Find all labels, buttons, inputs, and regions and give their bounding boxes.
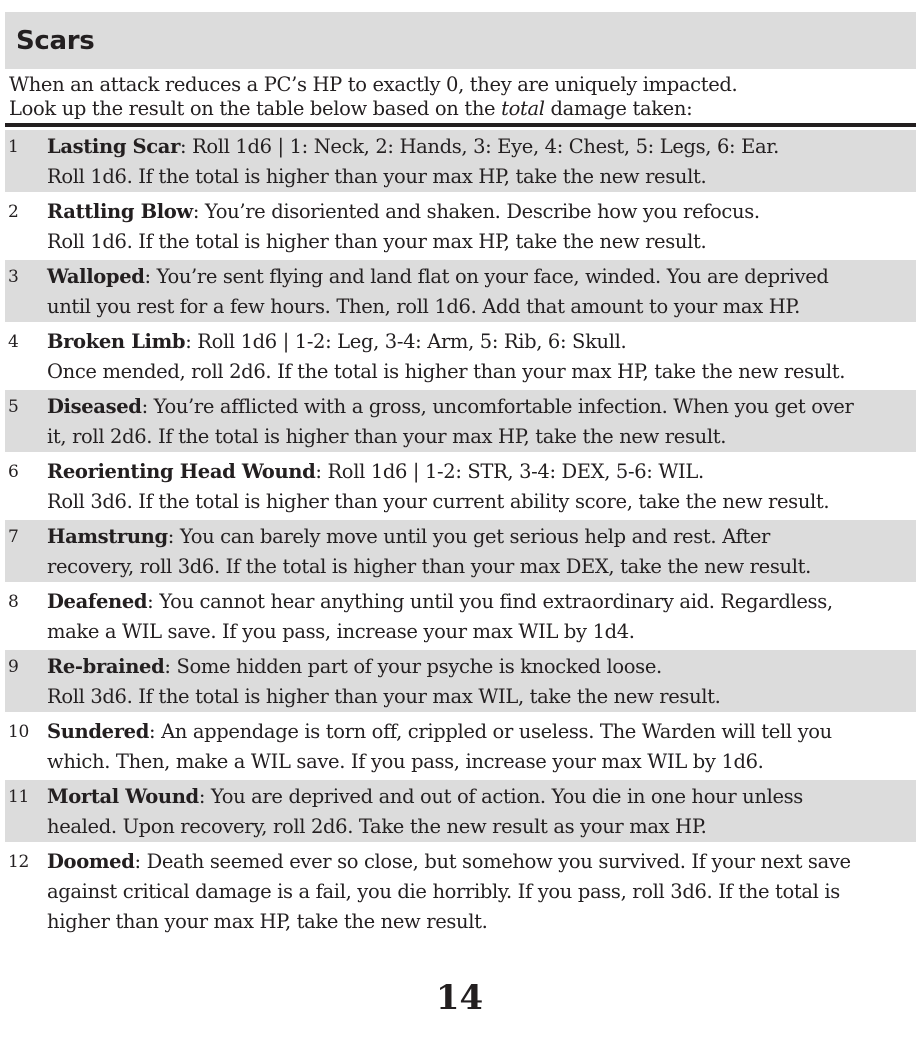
scar-name: Hamstrung	[47, 525, 168, 548]
table-row	[5, 260, 916, 325]
table-row	[5, 585, 916, 650]
row-number: 5	[8, 397, 19, 417]
row-number: 2	[8, 202, 19, 222]
row-line-text: : You’re disoriented and shaken. Describe how you refocus.	[192, 200, 760, 223]
row-line	[47, 422, 916, 452]
row-line-text: recovery, roll 3d6. If the total is higher than your max DEX, take the new result.	[47, 555, 811, 578]
row-line-text: higher than your max HP, take the new result.	[47, 910, 488, 933]
row-number: 3	[8, 267, 19, 287]
row-line-text: : Roll 1d6 | 1-2: Leg, 3-4: Arm, 5: Rib, 6: Skull.	[185, 330, 627, 353]
scars-table	[5, 130, 916, 940]
row-line	[47, 782, 916, 812]
row-number: 1	[8, 137, 19, 157]
row-line	[47, 652, 916, 682]
row-line	[47, 392, 916, 422]
row-line	[47, 717, 916, 747]
row-line	[47, 132, 916, 162]
row-line-text: : Some hidden part of your psyche is knocked loose.	[164, 655, 662, 678]
scar-name: Mortal Wound	[47, 785, 199, 808]
row-line-text: Once mended, roll 2d6. If the total is higher than your max HP, take the new result.	[47, 360, 846, 383]
row-line	[47, 487, 916, 517]
row-text	[47, 457, 916, 517]
row-line-text: : Death seemed ever so close, but somehow you survived. If your next save	[134, 850, 851, 873]
row-line	[47, 457, 916, 487]
row-line-text: make a WIL save. If you pass, increase your max WIL by 1d4.	[47, 620, 635, 643]
row-line	[47, 227, 916, 257]
row-line	[47, 552, 916, 582]
table-row	[5, 520, 916, 585]
row-text	[47, 392, 916, 452]
row-line-text: it, roll 2d6. If the total is higher than your max HP, take the new result.	[47, 425, 727, 448]
table-row	[5, 780, 916, 845]
page-title: Scars	[16, 25, 95, 56]
row-line	[47, 617, 916, 647]
row-number: 11	[8, 787, 29, 807]
scar-name: Diseased	[47, 395, 142, 418]
scar-name: Broken Limb	[47, 330, 186, 353]
row-line	[47, 197, 916, 227]
row-text	[47, 197, 916, 257]
row-number: 7	[8, 527, 19, 547]
table-row	[5, 845, 916, 940]
intro-line-2	[9, 97, 916, 121]
row-line	[47, 262, 916, 292]
row-line	[47, 747, 916, 777]
row-line	[47, 327, 916, 357]
row-line	[47, 587, 916, 617]
row-text	[47, 262, 916, 322]
row-line	[47, 357, 916, 387]
row-line	[47, 812, 916, 842]
row-number: 12	[8, 852, 29, 872]
intro-text	[5, 69, 916, 123]
table-row	[5, 455, 916, 520]
row-text	[47, 587, 916, 647]
row-line	[47, 292, 916, 322]
row-text	[47, 522, 916, 582]
table-row	[5, 390, 916, 455]
table-row	[5, 130, 916, 195]
title-bar	[5, 12, 916, 69]
intro-line-2-emphasis: total	[501, 97, 545, 120]
page	[5, 12, 916, 940]
row-text	[47, 327, 916, 387]
row-line-text: Roll 1d6. If the total is higher than your max HP, take the new result.	[47, 165, 707, 188]
row-text	[47, 847, 916, 937]
intro-line-2-pre: Look up the result on the table below based on the	[9, 97, 502, 120]
row-line	[47, 682, 916, 712]
row-text	[47, 652, 916, 712]
row-line-text: : You’re sent flying and land flat on your face, winded. You are deprived	[144, 265, 829, 288]
row-text	[47, 132, 916, 192]
row-line	[47, 847, 916, 877]
row-line-text: : You can barely move until you get serious help and rest. After	[167, 525, 770, 548]
row-line-text: : Roll 1d6 | 1: Neck, 2: Hands, 3: Eye, 4: Chest, 5: Legs, 6: Ear.	[180, 135, 779, 158]
row-line-text: which. Then, make a WIL save. If you pass, increase your max WIL by 1d6.	[47, 750, 764, 773]
row-line-text: : You cannot hear anything until you find extraordinary aid. Regardless,	[147, 590, 833, 613]
row-text	[47, 782, 916, 842]
row-line-text: : You are deprived and out of action. You die in one hour unless	[198, 785, 803, 808]
scar-name: Doomed	[47, 850, 135, 873]
scar-name: Reorienting Head Wound	[47, 460, 316, 483]
intro-line-1: When an attack reduces a PC’s HP to exactly 0, they are uniquely impacted.	[9, 73, 738, 96]
row-line	[47, 907, 916, 937]
page-number: 14	[435, 978, 484, 1018]
row-line-text: healed. Upon recovery, roll 2d6. Take the new result as your max HP.	[47, 815, 707, 838]
scar-name: Rattling Blow	[47, 200, 193, 223]
row-line-text: Roll 1d6. If the total is higher than your max HP, take the new result.	[47, 230, 707, 253]
row-number: 8	[8, 592, 19, 612]
table-row	[5, 715, 916, 780]
row-line-text: : An appendage is torn off, crippled or useless. The Warden will tell you	[149, 720, 832, 743]
table-row	[5, 195, 916, 260]
row-line-text: : You’re afflicted with a gross, uncomfortable infection. When you get over	[141, 395, 854, 418]
row-line-text: against critical damage is a fail, you die horribly. If you pass, roll 3d6. If the total is	[47, 880, 840, 903]
table-row	[5, 325, 916, 390]
row-number: 4	[8, 332, 19, 352]
row-line-text: Roll 3d6. If the total is higher than your current ability score, take the new result.	[47, 490, 830, 513]
table-row	[5, 650, 916, 715]
header-rule	[5, 123, 916, 127]
scar-name: Deafened	[47, 590, 148, 613]
row-line-text: until you rest for a few hours. Then, roll 1d6. Add that amount to your max HP.	[47, 295, 801, 318]
scar-name: Walloped	[47, 265, 145, 288]
scar-name: Re-brained	[47, 655, 165, 678]
row-number: 10	[8, 722, 29, 742]
row-line	[47, 522, 916, 552]
row-line	[47, 162, 916, 192]
row-line-text: : Roll 1d6 | 1-2: STR, 3-4: DEX, 5-6: WIL.	[315, 460, 704, 483]
intro-line-2-post: damage taken:	[544, 97, 693, 120]
row-line	[47, 877, 916, 907]
row-number: 6	[8, 462, 19, 482]
scar-name: Sundered	[47, 720, 149, 743]
row-line-text: Roll 3d6. If the total is higher than your max WIL, take the new result.	[47, 685, 721, 708]
row-number: 9	[8, 657, 19, 677]
scar-name: Lasting Scar	[47, 135, 181, 158]
row-text	[47, 717, 916, 777]
